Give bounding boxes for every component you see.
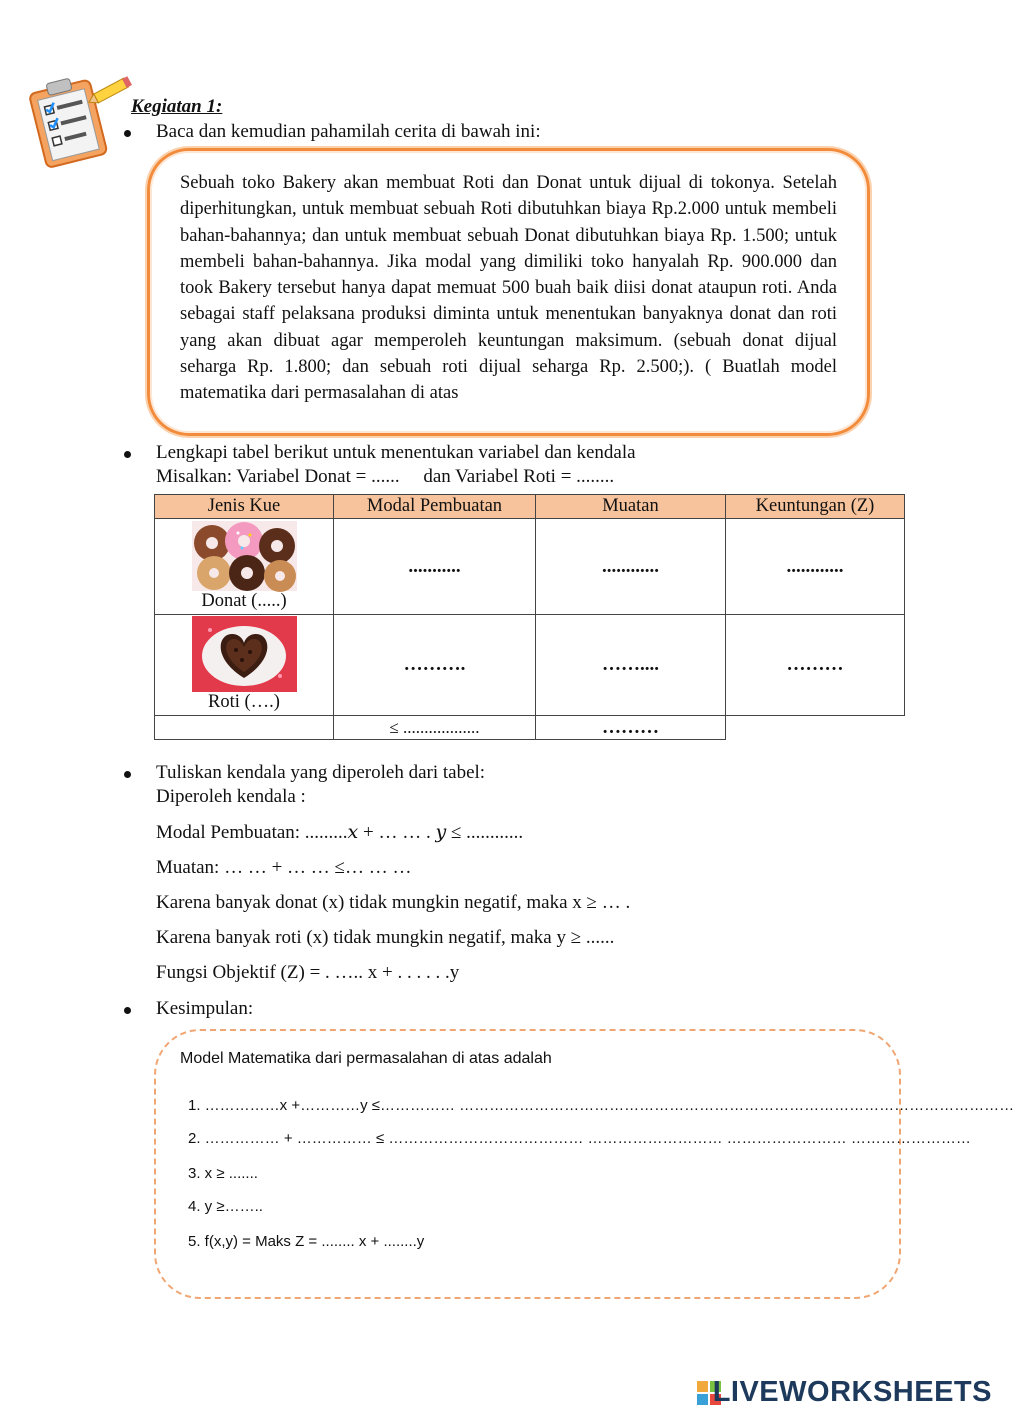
constraints-subtitle: Diperoleh kendala : [156,786,306,807]
constraint-modal: Modal Pembuatan: .........𝑥 + … … . 𝑦 ≤ ............ [156,822,524,843]
story-text: Sebuah toko Bakery akan membuat Roti dan Donat untuk dijual di tokonya. Setelah diperhitungkan, untuk membuat sebuah Roti dibutuhkan biaya Rp.2.000 untuk membeli bahan-bahannya; dan untuk membuat sebuah Donat dibutuhkan biaya Rp. 1.500; untuk membeli bahan-bahannya. Jika modal yang dimiliki toko hanyalah Rp. 900.000 dan took Bakery tersebut hanya dapat memuat 500 buah baik diisi donat ataupun roti. Anda sebagai staff pelaksana produksi diminta untuk menentukan banyaknya donat dan roti yang akan dibuat agar memperoleh keuntungan maksimum. (sebuah donat dijual seharga Rp. 1.800; dan sebuah roti dijual seharga Rp. 2.500;). ( Buatlah model matematika dari permasalahan di atas [180,173,837,404]
conclusion-item-2[interactable]: 2. …………… + …………… ≤ ………………………………… ……………………… …………………… …………………… [188,1130,971,1147]
bullet [124,451,131,458]
roti-cell [155,615,334,716]
conclusion-heading: Model Matematika dari permasalahan di atas adalah [180,1050,552,1067]
conclusion-item-5[interactable]: 5. f(x,y) = Maks Z = ........ x + ........y [188,1233,425,1250]
conclusion-item-1[interactable]: 1. ……………x +…………y ≤…………… ………………………………………………………………………………………………… [188,1097,1014,1114]
header-keuntungan: Keuntungan (Z) [726,495,905,519]
table-footer-row [155,716,905,740]
footer-muatan-field[interactable]: ……… [536,716,726,740]
liveworksheets-brand: LIVEWORKSHEETS [712,1376,992,1408]
conclusion-item-4[interactable]: 4. y ≥…….. [188,1198,263,1215]
footer-modal-field[interactable]: ≤ .................. [334,716,536,740]
bullet [124,130,131,137]
instruction-constraints: Tuliskan kendala yang diperoleh dari tabel: [156,762,486,783]
roti-keuntungan-field[interactable]: ……… [726,615,905,716]
constraint-muatan: Muatan: … … + … … ≤… … … [156,857,412,878]
bullet [124,771,131,778]
conclusion-label: Kesimpulan: [156,998,254,1019]
table-row [155,615,905,716]
conclusion-item-3[interactable]: 3. x ≥ ....... [188,1165,258,1182]
donat-keuntungan-field[interactable]: ............ [726,519,905,615]
footer-blank [726,716,905,740]
table-row [155,519,905,615]
conclusion-box [154,1029,1014,1299]
roti-modal-field[interactable]: ………. [334,615,536,716]
cake-table [154,494,905,740]
instruction-read: Baca dan kemudian pahamilah cerita di bawah ini: [156,121,541,142]
donat-label: Donat (.....) [201,591,287,611]
header-modal: Modal Pembuatan [334,495,536,519]
footer-empty-cell [155,716,334,740]
clipboard-icon [22,68,137,168]
table-header-row [155,495,905,519]
constraint-roti: Karena banyak roti (x) tidak mungkin negatif, maka y ≥ ...... [156,927,615,948]
bread-image [192,616,297,692]
activity-title: Kegiatan 1: [131,96,223,117]
roti-muatan-field[interactable]: …….... [536,615,726,716]
donat-muatan-field[interactable]: ............ [536,519,726,615]
donat-modal-field[interactable]: ........... [334,519,536,615]
bullet [124,1007,131,1014]
objective-function: Fungsi Objektif (Z) = . ….. x + . . . . . .y [156,962,460,983]
variables-line: Misalkan: Variabel Donat = ...... dan Variabel Roti = ........ [156,466,615,487]
donat-cell [155,519,334,615]
roti-label: Roti (….) [208,692,280,712]
donut-image [192,521,297,591]
header-muatan: Muatan [536,495,726,519]
constraint-donat: Karena banyak donat (x) tidak mungkin negatif, maka x ≥ … . [156,892,631,913]
instruction-table: Lengkapi tabel berikut untuk menentukan variabel dan kendala [156,442,636,463]
header-jenis-kue: Jenis Kue [155,495,334,519]
